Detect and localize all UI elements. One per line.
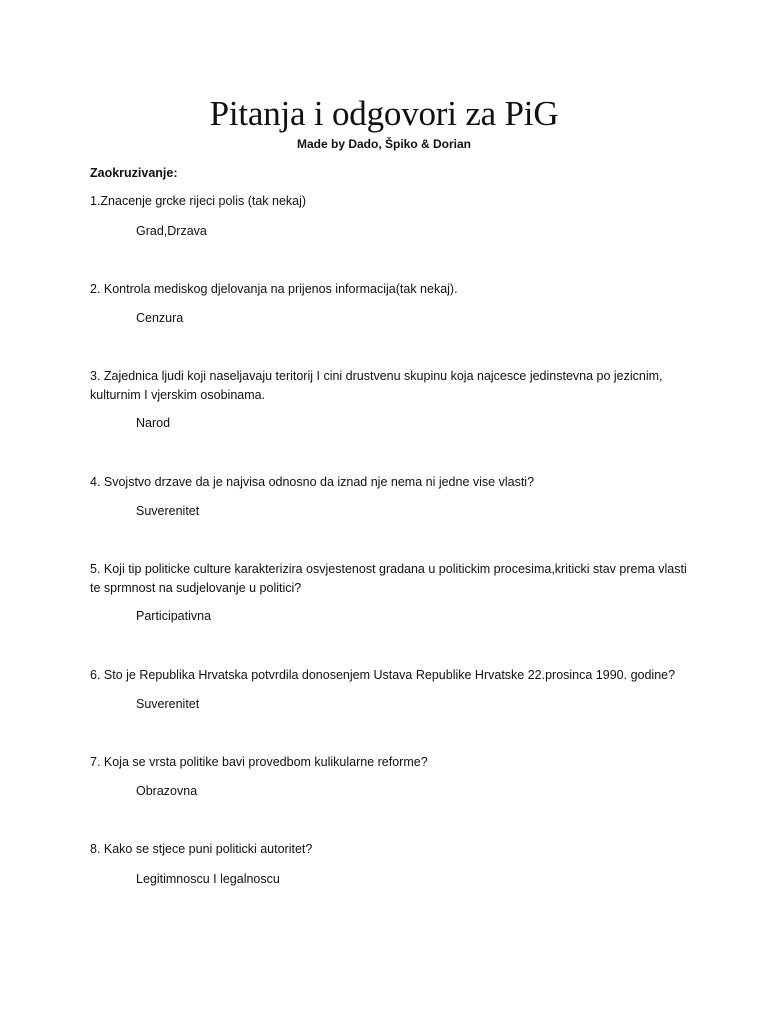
answer-1: Grad,Drzava	[136, 224, 207, 238]
answer-6: Suverenitet	[136, 697, 200, 711]
section-heading: Zaokruzivanje:	[90, 166, 178, 180]
answer-4: Suverenitet	[136, 504, 200, 518]
answer-3: Narod	[136, 416, 171, 430]
answer-2: Cenzura	[136, 311, 184, 325]
question-7: 7. Koja se vrsta politike bavi provedbom kulikularne reforme?	[90, 755, 428, 769]
question-8: 8. Kako se stjece puni politicki autoritet?	[90, 842, 313, 856]
question-1: 1.Znacenje grcke rijeci polis (tak nekaj)	[90, 194, 307, 208]
question-4: 4. Svojstvo drzave da je najvisa odnosno da iznad nje nema ni jedne vise vlasti?	[90, 475, 535, 489]
document-subtitle: Made by Dado, Špiko & Dorian	[296, 137, 472, 151]
answer-5: Participativna	[136, 609, 212, 623]
answer-8: Legitimnoscu I legalnoscu	[136, 872, 280, 886]
question-5: 5. Koji tip politicke culture karakterizira osvjestenost gradana u politickim procesima,kriticki stav prema vlasti te sprmnost na sudjelovanje u politici?	[90, 562, 687, 595]
question-6: 6. Sto je Republika Hrvatska potvrdila donosenjem Ustava Republike Hrvatske 22.prosinca 1990. godine?	[90, 668, 676, 682]
answer-7: Obrazovna	[136, 784, 198, 798]
question-2: 2. Kontrola mediskog djelovanja na prijenos informacija(tak nekaj).	[90, 282, 458, 296]
document-title: Pitanja i odgovori za PiG	[209, 94, 559, 133]
question-3: 3. Zajednica ljudi koji naseljavaju teritorij I cini drustvenu skupinu koja najcesce jedinstevna po jezicnim, kulturnim I vjerskim osobinama.	[90, 369, 663, 402]
